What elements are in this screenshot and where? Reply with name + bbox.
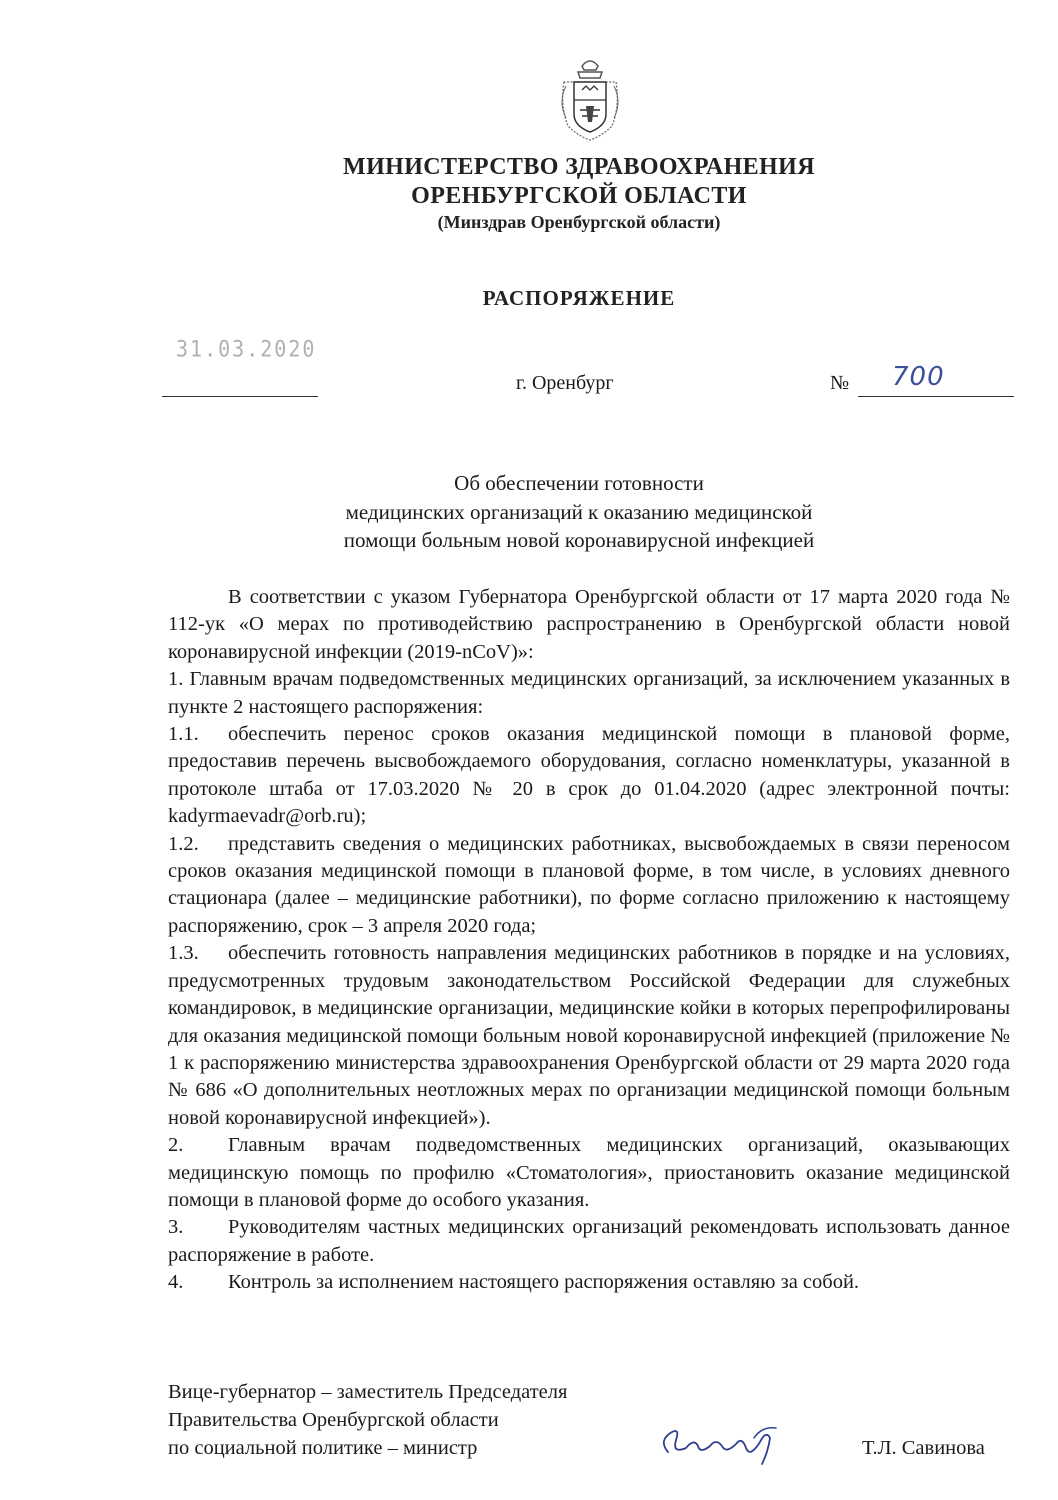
paragraph-4 [168,1269,1010,1296]
date-line [162,396,318,397]
signer-position-line1: Вице-губернатор – заместитель Председателя [168,1381,568,1403]
coat-of-arms-icon [556,56,624,142]
paragraph-text: представить сведения о медицинских работниках, высвобождаемых в связи переносом сроков оказания медицинской помощи в плановой форме, в том числе, в условиях дневного стационара (далее – медицинские работники), по форме согласно приложению к настоящему распоряжению, срок – 3 апреля 2020 года; [168,832,1010,937]
paragraph-text: обеспечить перенос сроков оказания медицинской помощи в плановой форме, предоставив перечень высвобождаемого оборудования, согласно номенклатуры, указанной в протоколе штаба от 17.03.2020 № 20 в срок до 01.04.2020 (адрес электронной почты: kadyrmaevadr@orb.ru); [168,723,1010,828]
paragraph-number: 4. [168,1271,184,1294]
paragraph-number: 2. [168,1134,184,1157]
paragraph-text: Главным врачам подведомственных медицинских организаций, оказывающих медицинскую помощь по профилю «Стоматология», приостановить оказание медицинской помощи в плановой форме до особого указания. [168,1134,1010,1211]
ministry-name-line2: ОРЕНБУРГСКОЙ ОБЛАСТИ [411,183,747,209]
signer-name: Т.Л. Савинова [862,1437,985,1459]
paragraph-1-3 [168,940,1010,1132]
number-line [858,396,1014,397]
paragraph-2 [168,1132,1010,1214]
paragraph-1-2 [168,831,1010,941]
paragraph-number: 1.1. [168,723,199,746]
intro-paragraph: В соответствии с указом Губернатора Оренбургской области от 17 марта 2020 года № 112-ук «О мерах по противодействию распространению в Оренбургской области новой коронавирусной инфекции (2019-nCoV)»: [168,586,1010,663]
date-stamp: 31.03.2020 [176,335,317,363]
paragraph-text: Контроль за исполнением настоящего распоряжения оставляю за собой. [228,1271,860,1294]
paragraph-3 [168,1214,1010,1269]
paragraph-1-1 [168,721,1010,831]
ministry-short-name: (Минздрав Оренбургской области) [437,212,721,232]
paragraph-number: 3. [168,1216,184,1239]
city-label: г. Оренбург [516,372,614,394]
handwritten-signature-icon [650,1418,790,1468]
paragraph-1: 1. Главным врачам подведомственных медицинских организаций, за исключением указанных в пункте 2 настоящего распоряжения: [168,668,1010,718]
signer-position-line2: Правительства Оренбургской области [168,1409,499,1431]
document-body [168,584,1010,1297]
subject-line1: Об обеспечении готовности [454,471,704,495]
handwritten-number: 700 [892,362,945,392]
document-type-title: РАСПОРЯЖЕНИЕ [482,286,676,310]
number-label: № [830,372,850,394]
paragraph-text: обеспечить готовность направления медицинских работников в порядке и на условиях, предусмотренных трудовым законодательством Российской Федерации для служебных командировок, в медицинские организации, медицинские койки в которых перепрофилированы для оказания медицинской помощи больным новой коронавирусной инфекцией (приложение № 1 к распоряжению министерства здравоохранения Оренбургской области от 29 марта 2020 года № 686 «О дополнительных неотложных мерах по организации медицинской помощи больным новой коронавирусной инфекцией»). [168,942,1010,1129]
paragraph-number: 1.2. [168,832,199,855]
paragraph-number: 1.3. [168,942,199,965]
ministry-name-line1: МИНИСТЕРСТВО ЗДРАВООХРАНЕНИЯ [343,154,815,180]
paragraph-text: Руководителям частных медицинских организаций рекомендовать использовать данное распоряжение в работе. [168,1216,1010,1266]
signer-position-line3: по социальной политике – министр [168,1437,478,1459]
subject-line2: медицинских организаций к оказанию медицинской [345,500,813,524]
subject-line3: помощи больным новой коронавирусной инфекцией [343,528,815,552]
